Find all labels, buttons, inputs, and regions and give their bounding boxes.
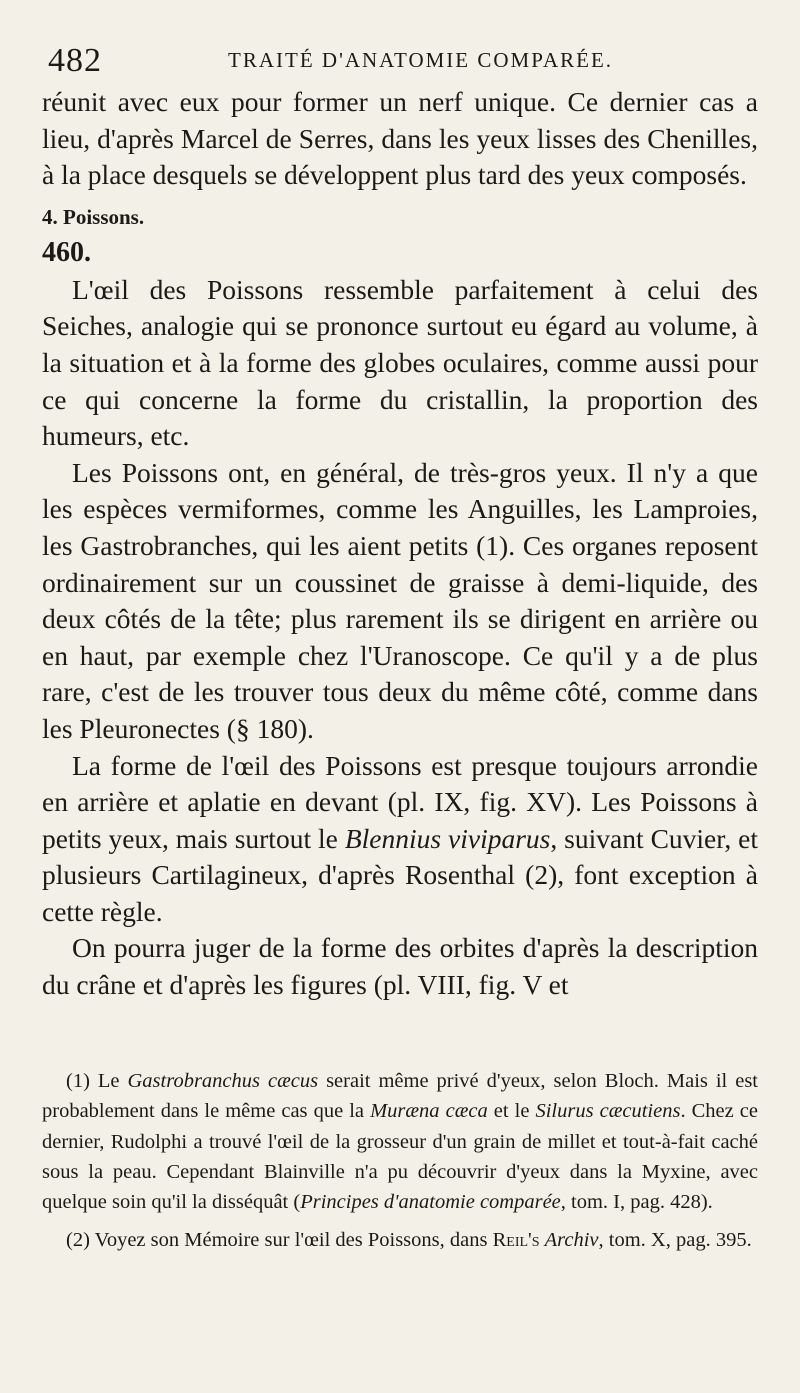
running-title: TRAITÉ D'ANATOMIE COMPARÉE.: [228, 48, 614, 72]
footnote-2: [42, 1225, 758, 1255]
footnote-1: [42, 1066, 758, 1217]
footnote-1-text-2: et le: [487, 1100, 536, 1123]
footnote-1-species-1: Gastrobranchus cæcus: [127, 1070, 319, 1092]
footnote-1-text-1: serait même privé d'yeux, selon Bloch. Mais il est probablement dans le même cas que la: [42, 1070, 758, 1123]
footnote-1-text-4: , tom. I, pag. 428).: [560, 1191, 713, 1214]
article-number: 460.: [42, 236, 91, 268]
footnote-1-species-2: Muræna cæca: [370, 1100, 488, 1123]
paragraph-3-end: , suivant Cuvier, et plusieurs Cartilagineux, d'après Rosenthal (2), font exception à cette règle.: [42, 822, 758, 927]
paragraph-3: [42, 748, 758, 931]
main-text: [42, 84, 758, 1004]
footnote-2-author: Reil's: [492, 1229, 540, 1252]
footnote-2-journal: Archiv: [544, 1229, 599, 1252]
paragraph-4: On pourra juger de la forme des orbites d'après la description du crâne et d'après les figures (pl. VIII, fig. V et: [42, 932, 758, 1001]
footnote-1-species-3: Silurus cæcutiens: [535, 1100, 681, 1123]
footnote-2-text-2: , tom. X, pag. 395.: [598, 1229, 752, 1252]
paragraph-1: L'œil des Poissons ressemble parfaitement à celui des Seiches, analogie qui se prononce surtout eu égard au volume, à la situation et à la forme des globes oculaires, comme aussi pour ce qui concerne la forme du cristallin, la proportion des humeurs, etc.: [42, 273, 758, 452]
page-number: 482: [48, 42, 102, 79]
paragraph-2: Les Poissons ont, en général, de très-gros yeux. Il n'y a que les espèces vermiformes, comme les Anguilles, les Lamproies, les Gastrobranches, qui les aient petits (1). Ces organes reposent ordinairement sur un coussinet de graisse à demi-liquide, des deux côtés de la tête; plus rarement ils se dirigent en arrière ou en haut, par exemple chez l'Uranoscope. Ce qu'il y a de plus rare, c'est de les trouver tous deux du même côté, comme dans les Pleuronectes (§ 180).: [42, 456, 758, 744]
footnotes: [42, 1066, 758, 1256]
footnote-1-book-title: Principes d'anatomie comparée: [300, 1191, 561, 1214]
opening-paragraph: réunit avec eux pour former un nerf unique. Ce dernier cas a lieu, d'après Marcel de Serres, dans les yeux lisses des Chenilles, à la place desquels se développent plus tard des yeux composés.: [42, 86, 758, 191]
footnote-2-text-1: (2) Voyez son Mémoire sur l'œil des Poissons, dans: [66, 1229, 493, 1252]
paragraph-3-start: La forme de l'œil des Poissons est presque toujours arrondie en arrière et aplatie en devant (pl. IX, fig. XV). Les Poissons à petits yeux, mais surtout le: [42, 749, 758, 854]
section-heading: 4. Poissons.: [42, 204, 145, 229]
page-header: [48, 42, 768, 78]
footnote-1-text-3: . Chez ce dernier, Rudolphi a trouvé l'œil de la grosseur d'un grain de millet et tout-à-fait caché sous la peau. Cependant Blainville n'a pu découvrir d'yeux dans la Myxine, avec quelque soin qu'il la disséquât (: [42, 1100, 758, 1214]
footnote-1-marker: (1) Le: [66, 1070, 128, 1092]
species-name: Blennius viviparus: [344, 822, 551, 854]
